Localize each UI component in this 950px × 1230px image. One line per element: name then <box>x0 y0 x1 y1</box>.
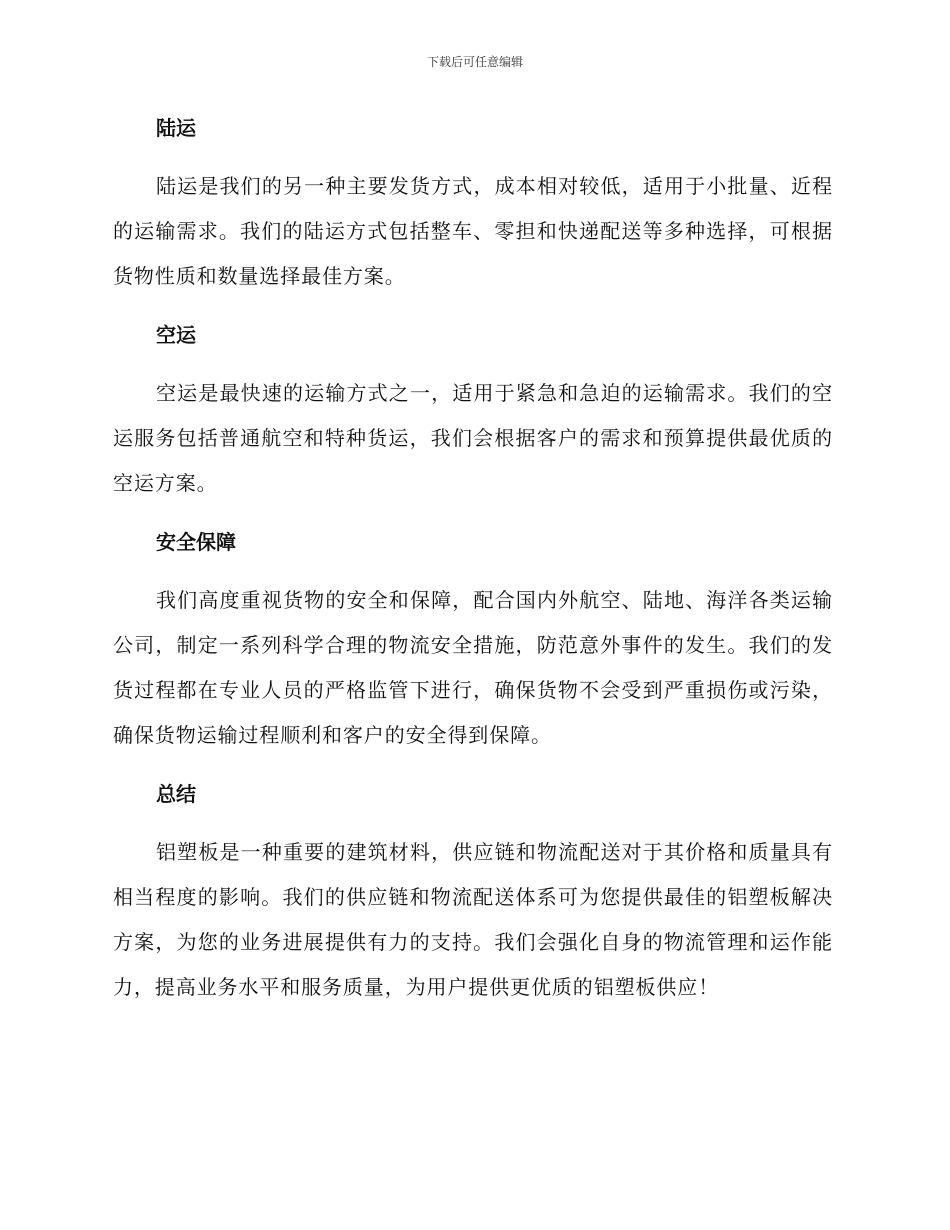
section-heading-land-transport: 陆运 <box>156 116 196 140</box>
document-body <box>113 108 833 1010</box>
section-paragraph-air-transport: 空运是最快速的运输方式之一，适用于紧急和急迫的运输需求。我们的空运服务包括普通航空和特种货运，我们会根据客户的需求和预算提供最优质的空运方案。 <box>113 381 833 495</box>
section-paragraph-land-transport: 陆运是我们的另一种主要发货方式，成本相对较低，适用于小批量、近程的运输需求。我们的陆运方式包括整车、零担和快递配送等多种选择，可根据货物性质和数量选择最佳方案。 <box>113 174 833 288</box>
page-header: 下载后可任意编辑 <box>426 55 523 69</box>
section-heading-safety: 安全保障 <box>156 530 236 554</box>
section-heading-air-transport: 空运 <box>156 323 196 347</box>
section-paragraph-summary: 铝塑板是一种重要的建筑材料，供应链和物流配送对于其价格和质量具有相当程度的影响。我们的供应链和物流配送体系可为您提供最佳的铝塑板解决方案，为您的业务进展提供有力的支持。我们会强化自身的物流管理和运作能力，提高业务水平和服务质量，为用户提供更优质的铝塑板供应！ <box>113 840 833 999</box>
section-paragraph-safety: 我们高度重视货物的安全和保障，配合国内外航空、陆地、海洋各类运输公司，制定一系列科学合理的物流安全措施，防范意外事件的发生。我们的发货过程都在专业人员的严格监管下进行，确保货物不会受到严重损伤或污染，确保货物运输过程顺利和客户的安全得到保障。 <box>113 588 833 747</box>
section-heading-summary: 总结 <box>156 782 196 806</box>
